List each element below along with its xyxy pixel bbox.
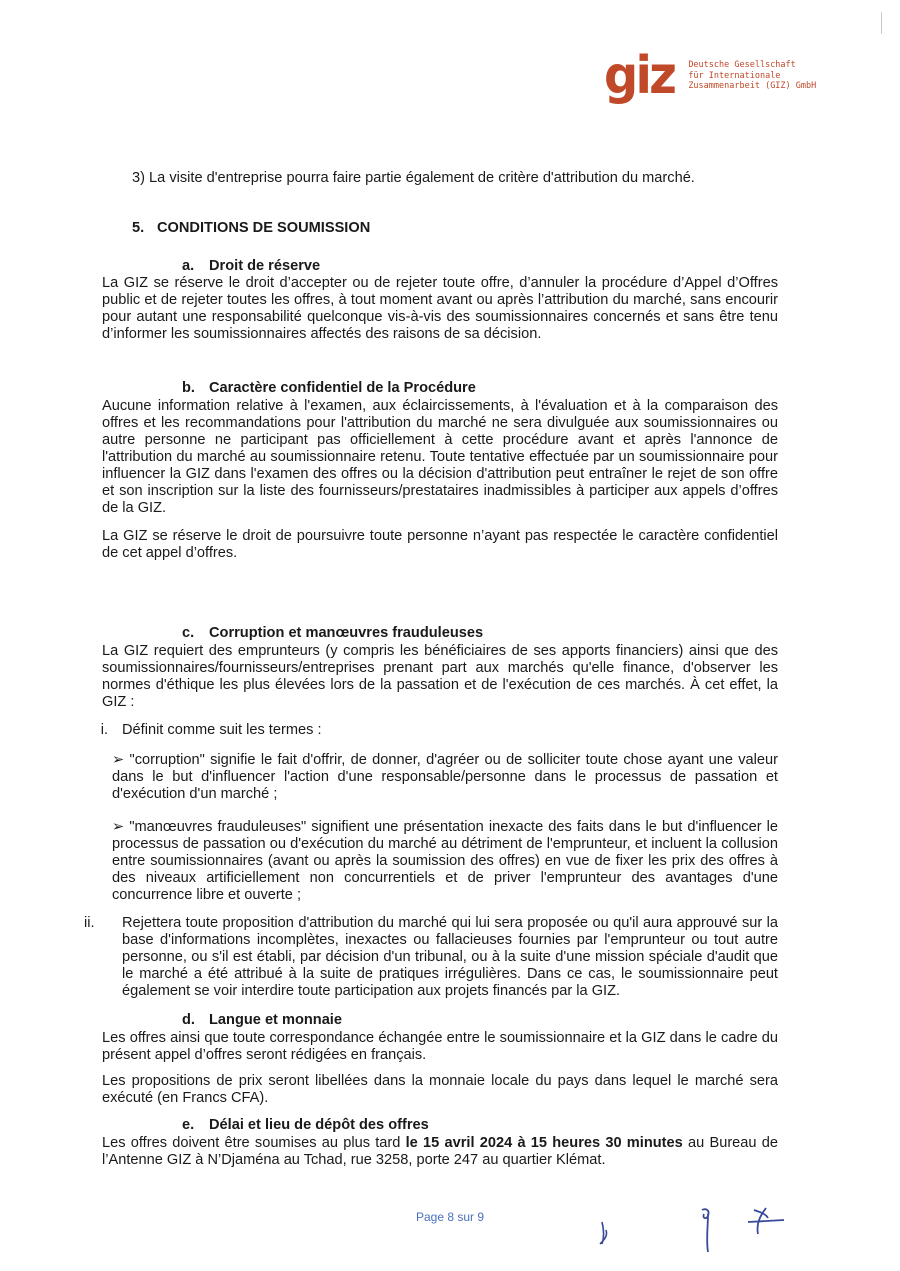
list-item-i [88, 722, 778, 739]
giz-logo [604, 46, 817, 106]
bullet-corruption [112, 752, 778, 803]
giz-logo-text [688, 60, 816, 92]
subsection-a-letter: a. [182, 258, 195, 274]
subsection-e-text [102, 1135, 778, 1169]
page-edge-mark [881, 12, 882, 34]
subsection-d-text-2: Les propositions de prix seront libellées dans la monnaie locale du pays dans lequel le marché sera exécuté (en Francs CFA). [102, 1073, 778, 1106]
bullet-manoeuvres-text: "manœuvres frauduleuses" signifient une présentation inexacte des faits dans le but d'influencer le processus de passation ou d'exécution du marché au détriment de l'emprunteur, et incluent la collusion entre soumissionnaires (avant ou après la soumission des offres) en vue de fixer les prix des offres à des niveaux artificiellement non concurrentiels et de priver l'emprunteur des avantages d'une concurrence libre et ouverte ; [112, 819, 779, 903]
subsection-e-letter: e. [182, 1117, 195, 1133]
bullet-arrow-icon: ➢ [112, 819, 125, 835]
list-item-ii-text: Rejettera toute proposition d'attribution du marché qui lui sera proposée ou qu'il aura approuvé sur la base d'informations incomplètes, inexactes ou fallacieuses fournies par l'emprunteur ou tout autre personne, ou s'il est établi, par décision d'un tribunal, ou à la suite d'une mission spéciale d'audit que le marché a été attribué à la suite de pratiques irrégulières. Dans ce cas, le soumissionnaire peut également se voir interdire toute participation aux projets financés par la GIZ. [122, 915, 778, 999]
section-5-title: CONDITIONS DE SOUMISSION [157, 220, 371, 236]
subsection-a-title: Droit de réserve [209, 258, 321, 274]
subsection-c-text: La GIZ requiert des emprunteurs (y compris les bénéficiaires de ses apports financiers) ainsi que des soumissionnaires/fournisseurs/entreprises prenant part aux marchés qu'elle finance, d'observer les normes d'éthique les plus élevées lors de la passation et de l'exécution de ces marchés. À cet effet, la GIZ : [102, 643, 778, 710]
subsection-b-title: Caractère confidentiel de la Procédure [209, 380, 476, 396]
subsection-c-title: Corruption et manœuvres frauduleuses [209, 625, 484, 641]
subsection-e-heading [182, 1117, 429, 1134]
subsection-d-heading [182, 1012, 342, 1029]
subsection-b-heading [182, 380, 476, 397]
subsection-b-text-2: La GIZ se réserve le droit de poursuivre toute personne n’ayant pas respectée le caractère confidentiel de cet appel d’offres. [102, 528, 778, 561]
intro-paragraph: 3) La visite d'entreprise pourra faire partie également de critère d'attribution du marché. [132, 170, 695, 186]
subsection-a-text: La GIZ se réserve le droit d’accepter ou de rejeter toute offre, d’annuler la procédure d’Appel d’Offres public et de rejeter toutes les offres, à tout moment avant ou après l’attribution du marché, sans encourir pour autant une responsabilité quelconque vis-à-vis des soumissionnaires concernés et sans être tenu d’informer les soumissionnaires affectés des raisons de sa décision. [102, 275, 778, 342]
list-item-i-text: Définit comme suit les termes : [122, 722, 322, 738]
bullet-manoeuvres-para [112, 819, 778, 904]
list-item-ii-number: ii. [84, 915, 95, 931]
section-5-number: 5. [132, 220, 145, 236]
subsection-c-letter: c. [182, 625, 195, 641]
subsection-e-title: Délai et lieu de dépôt des offres [209, 1117, 429, 1133]
page-number: Page 8 sur 9 [415, 1210, 485, 1224]
subsection-c-heading [182, 625, 483, 642]
bullet-corruption-text: "corruption" signifie le fait d'offrir, de donner, d'agréer ou de solliciter toute chose ayant une valeur dans le but d'influencer l'action d'une responsable/personne dans le processus de passation et d'exécution d'un marché ; [112, 752, 778, 802]
list-item-i-number: i. [100, 722, 108, 738]
submission-deadline: le 15 avril 2024 à 15 heures 30 minutes [405, 1135, 683, 1151]
logo-line-3: Zusammenarbeit (GIZ) GmbH [688, 81, 817, 92]
bullet-manoeuvres [112, 819, 778, 904]
subsection-d-letter: d. [182, 1012, 195, 1028]
handwritten-initials [590, 1200, 790, 1260]
subsection-d-text-1: Les offres ainsi que toute correspondance échangée entre le soumissionnaire et la GIZ dans le cadre du présent appel d’offres seront rédigées en français. [102, 1030, 778, 1063]
subsection-d-title: Langue et monnaie [209, 1012, 342, 1028]
subsection-b-letter: b. [182, 380, 195, 396]
giz-logo-mark: giz [604, 46, 675, 106]
section-5-heading [132, 220, 370, 237]
subsection-e-text-pre: Les offres doivent être soumises au plus tard [102, 1135, 406, 1151]
subsection-b-text-1: Aucune information relative à l'examen, aux éclaircissements, à l'évaluation et à la comparaison des offres et les recommandations pour l'attribution du marché ne sera divulguée aux soumissionnaires ou autre personne ne participant pas officiellement à cette procédure avant et après l'annonce de l'attribution du marché au soumissionnaire retenu. Toute tentative effectuée par un soumissionnaire pour influencer la GIZ dans l'examen des offres ou la décision d'attribution peut entraîner le rejet de son offre et son inscription sur la liste des fournisseurs/prestataires inadmissibles à participer aux appels d’offres de la GIZ. [102, 398, 778, 516]
subsection-e-text-post: au Bureau de l’Antenne GIZ à N’Djaména au Tchad, rue 3258, porte 247 au quartier Klémat. [102, 1135, 778, 1168]
logo-line-1: Deutsche Gesellschaft [688, 60, 796, 71]
bullet-arrow-icon: ➢ [112, 752, 125, 768]
logo-line-2: für Internationale [688, 70, 781, 81]
bullet-corruption-para [112, 752, 778, 803]
list-item-ii [84, 915, 778, 1000]
subsection-a-heading [182, 258, 320, 275]
